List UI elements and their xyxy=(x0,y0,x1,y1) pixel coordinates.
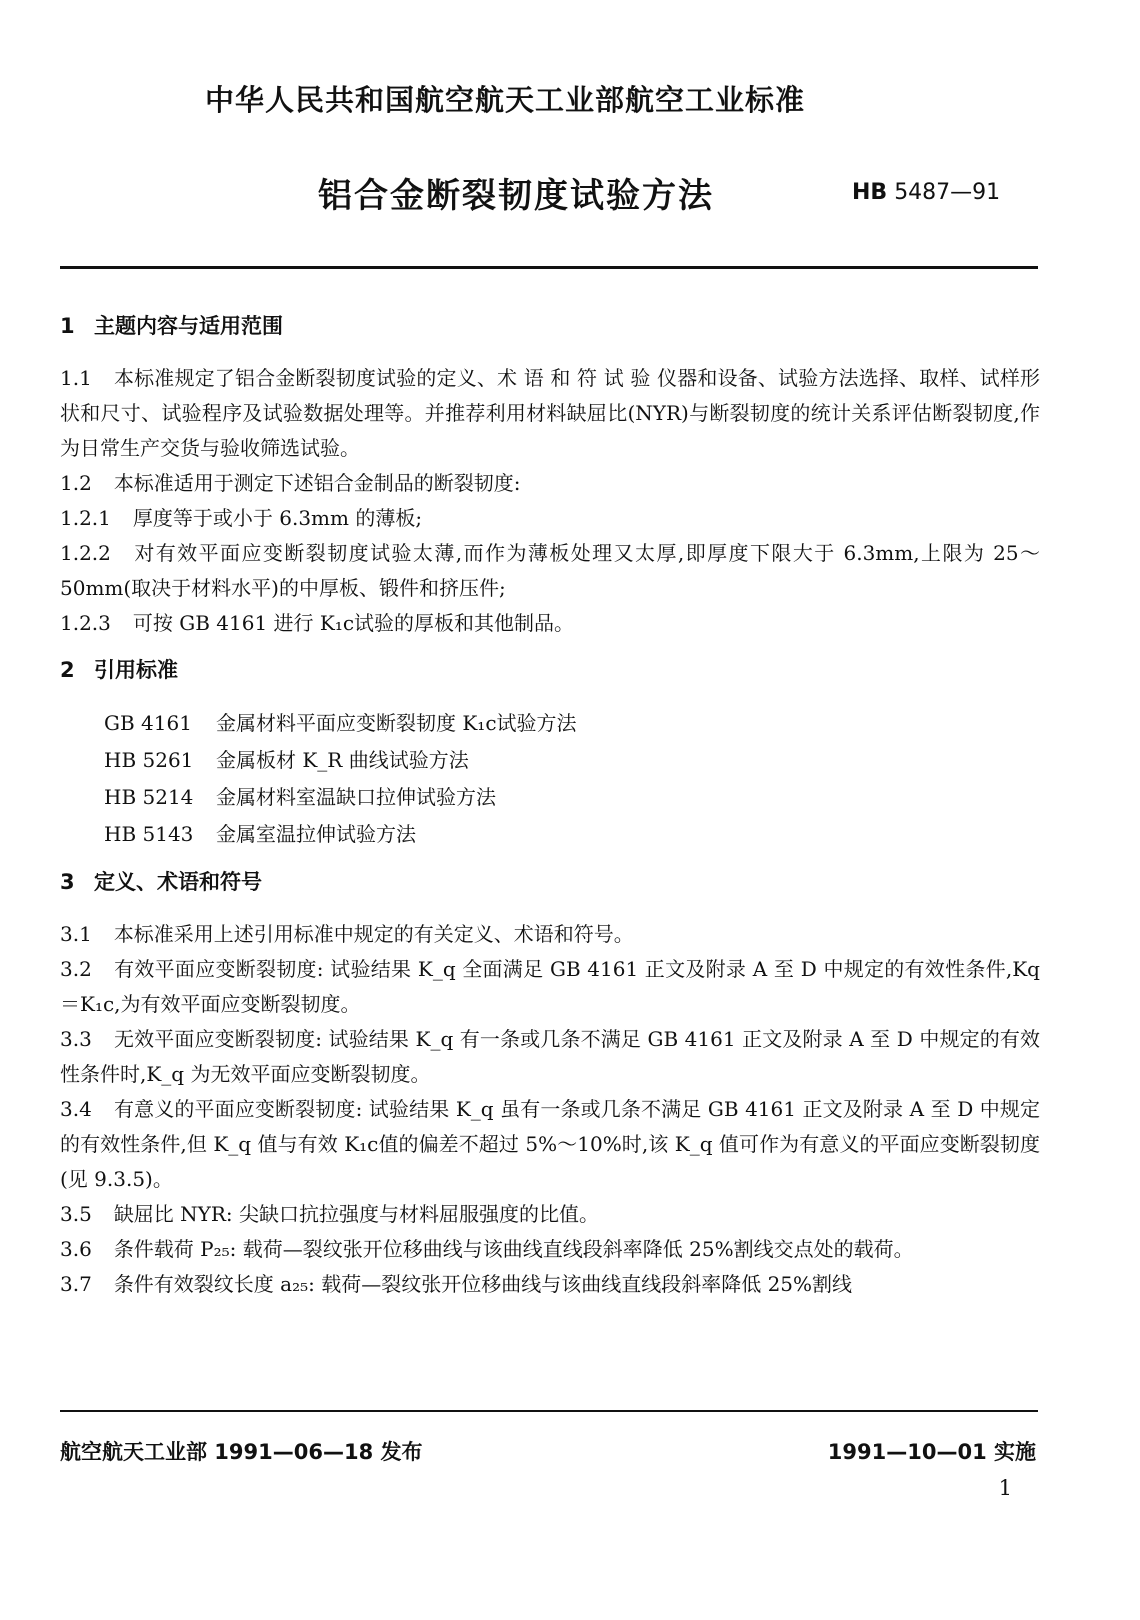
clause-number: 1.2.1 xyxy=(60,506,111,530)
reference-title: 金属室温拉伸试验方法 xyxy=(216,822,416,846)
clause-number: 3.6 xyxy=(60,1237,92,1261)
standard-code-number: 5487—91 xyxy=(894,180,1001,205)
issuing-organization: 中华人民共和国航空航天工业部航空工业标准 xyxy=(204,83,805,117)
reference-code: HB 5214 xyxy=(104,785,194,809)
reference-item xyxy=(104,779,1040,816)
clause-number: 3.4 xyxy=(60,1097,92,1121)
section-title: 引用标准 xyxy=(94,658,178,682)
section-number: 3 xyxy=(60,870,75,894)
paragraph xyxy=(60,536,1040,606)
paragraph xyxy=(60,1267,1040,1302)
clause-text: 缺屈比 NYR: 尖缺口抗拉强度与材料屈服强度的比值。 xyxy=(113,1202,600,1226)
clause-number: 3.2 xyxy=(60,957,92,981)
reference-item xyxy=(104,705,1040,742)
section-title: 主题内容与适用范围 xyxy=(94,314,283,338)
issue-date: 航空航天工业部 1991—06—18 发布 xyxy=(60,1440,423,1464)
clause-text: 本标准适用于测定下述铝合金制品的断裂韧度: xyxy=(113,471,521,495)
clause-number: 1.1 xyxy=(60,366,92,390)
reference-code: HB 5261 xyxy=(104,748,194,772)
section-number: 2 xyxy=(60,658,75,682)
reference-code: GB 4161 xyxy=(104,711,192,735)
reference-item xyxy=(104,816,1040,853)
section-title: 定义、术语和符号 xyxy=(94,870,262,894)
document-body xyxy=(60,305,1040,1302)
clause-text: 有效平面应变断裂韧度: 试验结果 K_q 全面满足 GB 4161 正文及附录 A 至 D 中规定的有效性条件,Kq＝K₁c,为有效平面应变断裂韧度。 xyxy=(60,957,1040,1016)
paragraph xyxy=(60,361,1040,466)
section-number: 1 xyxy=(60,314,75,338)
clause-text: 本标准采用上述引用标准中规定的有关定义、术语和符号。 xyxy=(113,922,634,946)
clause-text: 对有效平面应变断裂韧度试验太薄,而作为薄板处理又太厚,即厚度下限大于 6.3mm,上限为 25～50mm(取决于材料水平)的中厚板、锻件和挤压件; xyxy=(60,541,1040,600)
clause-text: 厚度等于或小于 6.3mm 的薄板; xyxy=(132,506,423,530)
paragraph xyxy=(60,917,1040,952)
standard-code xyxy=(852,180,1000,205)
clause-number: 1.2 xyxy=(60,471,92,495)
reference-code: HB 5143 xyxy=(104,822,194,846)
clause-number: 1.2.2 xyxy=(60,541,111,565)
standard-code-prefix: HB xyxy=(852,180,888,205)
footer-divider xyxy=(60,1410,1038,1412)
reference-title: 金属材料平面应变断裂韧度 K₁c试验方法 xyxy=(216,711,577,735)
clause-number: 3.1 xyxy=(60,922,92,946)
clause-text: 本标准规定了铝合金断裂韧度试验的定义、术 语 和 符 试 验 仪器和设备、试验方法选择、取样、试样形状和尺寸、试验程序及试验数据处理等。并推荐利用材料缺屈比(NYR)与断裂韧度的统计关系评估断裂韧度,作为日常生产交货与验收筛选试验。 xyxy=(60,366,1040,460)
clause-number: 1.2.3 xyxy=(60,611,111,635)
clause-number: 3.7 xyxy=(60,1272,92,1296)
clause-text: 有意义的平面应变断裂韧度: 试验结果 K_q 虽有一条或几条不满足 GB 4161 正文及附录 A 至 D 中规定的有效性条件,但 K_q 值与有效 K₁c值的偏差不超过 5%～10%时,该 K_q 值可作为有意义的平面应变断裂韧度(见 9.3.5)。 xyxy=(60,1097,1040,1191)
page-number: 1 xyxy=(998,1476,1012,1500)
reference-title: 金属板材 K_R 曲线试验方法 xyxy=(216,748,469,772)
paragraph xyxy=(60,466,1040,501)
paragraph xyxy=(60,1092,1040,1197)
paragraph xyxy=(60,952,1040,1022)
clause-number: 3.5 xyxy=(60,1202,92,1226)
paragraph xyxy=(60,1197,1040,1232)
section-heading xyxy=(60,861,1040,903)
reference-item xyxy=(104,742,1040,779)
section-heading xyxy=(60,305,1040,347)
clause-text: 条件载荷 P₂₅: 载荷—裂纹张开位移曲线与该曲线直线段斜率降低 25%割线交点处的载荷。 xyxy=(113,1237,914,1261)
paragraph xyxy=(60,501,1040,536)
clause-text: 无效平面应变断裂韧度: 试验结果 K_q 有一条或几条不满足 GB 4161 正文及附录 A 至 D 中规定的有效性条件时,K_q 为无效平面应变断裂韧度。 xyxy=(60,1027,1040,1086)
paragraph xyxy=(60,606,1040,641)
clause-number: 3.3 xyxy=(60,1027,92,1051)
section-heading xyxy=(60,649,1040,691)
effective-date: 1991—10—01 实施 xyxy=(827,1440,1036,1464)
clause-text: 条件有效裂纹长度 a₂₅: 载荷—裂纹张开位移曲线与该曲线直线段斜率降低 25%割线 xyxy=(113,1272,853,1296)
reference-title: 金属材料室温缺口拉伸试验方法 xyxy=(216,785,496,809)
paragraph xyxy=(60,1232,1040,1267)
document-title: 铝合金断裂韧度试验方法 xyxy=(318,176,714,216)
header-divider xyxy=(60,266,1038,269)
clause-text: 可按 GB 4161 进行 K₁c试验的厚板和其他制品。 xyxy=(132,611,575,635)
reference-list xyxy=(104,705,1040,853)
paragraph xyxy=(60,1022,1040,1092)
